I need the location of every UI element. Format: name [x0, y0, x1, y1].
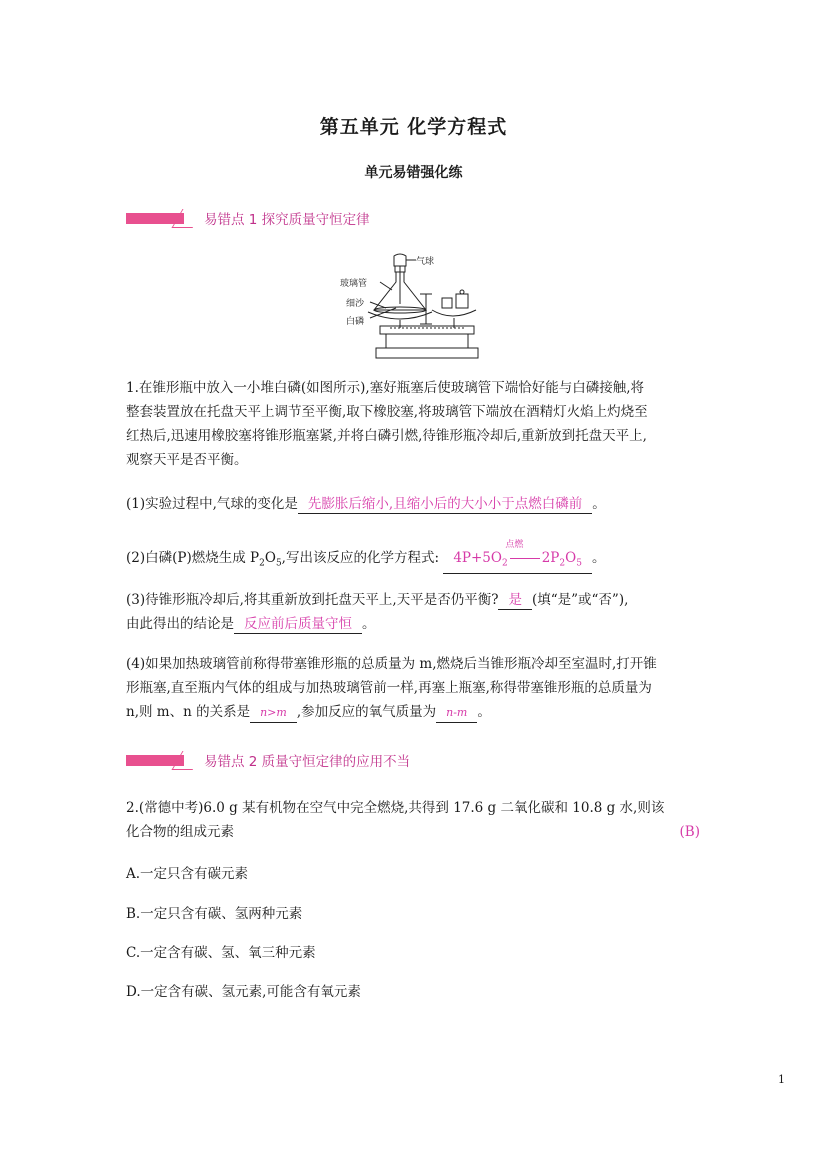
- equation-answer: [443, 540, 592, 574]
- prompt-text: ,参加反应的氧气质量为: [296, 704, 437, 720]
- stem-line: 1.在锥形瓶中放入一小堆白磷(如图所示),塞好瓶塞后使玻璃管下端恰好能与白磷接触,将: [126, 380, 644, 396]
- subscript: 5: [576, 558, 582, 569]
- subscript: 2: [501, 558, 508, 569]
- answer-blank: 是: [498, 591, 532, 610]
- stem-line: 观察天平是否平衡。: [126, 452, 248, 468]
- prompt-text: 。: [592, 496, 606, 512]
- page-title: 第五单元 化学方程式: [319, 116, 508, 138]
- question-1-part-2: [126, 540, 706, 576]
- prompt-text: (2)白磷(P)燃烧生成 P: [126, 550, 260, 566]
- section-header-2: [126, 750, 410, 770]
- stem-line: 2.(常德中考)6.0 g 某有机物在空气中完全燃烧,共得到 17.6 g 二氧化碳和 10.8 g 水,则该: [126, 800, 665, 816]
- answer-blank: n-m: [436, 704, 477, 723]
- prompt-text: 由此得出的结论是: [126, 616, 234, 632]
- question-1-part-3: [126, 588, 706, 636]
- subscript: 2: [259, 558, 265, 569]
- label-balloon: 气球: [416, 257, 435, 267]
- answer-blank: n>m: [250, 704, 297, 723]
- subscript: 2: [559, 558, 566, 569]
- prompt-text: ,写出该反应的化学方程式:: [281, 550, 440, 566]
- stem-line: 形瓶塞,直至瓶内气体的组成与加热玻璃管前一样,再塞上瓶塞,称得带塞锥形瓶的总质量为: [126, 680, 652, 696]
- label-sand: 细沙: [346, 299, 365, 309]
- stem-line: 化合物的组成元素: [126, 824, 234, 840]
- prompt-text: 。: [591, 550, 606, 566]
- choice-c: C.一定含有碳、氢、氧三种元素: [126, 945, 316, 961]
- answer-blank: 先膨胀后缩小,且缩小后的大小小于点燃白磷前: [298, 495, 592, 514]
- answer-choice: (B): [679, 824, 700, 840]
- prompt-text: O: [264, 550, 276, 566]
- prompt-text: (1)实验过程中,气球的变化是: [126, 496, 298, 512]
- prompt-text: 。: [362, 616, 376, 632]
- page-number: 1: [778, 1073, 785, 1086]
- prompt-text: (填“是”或“否”),: [531, 592, 629, 608]
- prompt-text: n,则 m、n 的关系是: [126, 704, 251, 720]
- question-1-part-4: [126, 652, 706, 724]
- prompt-text: (3)待锥形瓶冷却后,将其重新放到托盘天平上,天平是否仍平衡?: [126, 592, 499, 608]
- section-header-1: [126, 208, 370, 228]
- question-1-stem: [126, 376, 706, 472]
- subscript: 5: [275, 558, 282, 569]
- question-2-stem: [126, 796, 706, 844]
- stem-line: (4)如果加热玻璃管前称得带塞锥形瓶的总质量为 m,燃烧后当锥形瓶冷却至室温时,打开锥: [126, 656, 657, 672]
- label-tube: 玻璃管: [340, 279, 368, 289]
- balloon-icon: [394, 254, 406, 266]
- reaction-condition: 点燃: [505, 540, 524, 550]
- equation-right: 2P: [541, 550, 560, 566]
- stem-line: 整套装置放在托盘天平上调节至平衡,取下橡胶塞,将玻璃管下端放在酒精灯火焰上灼烧至: [126, 404, 648, 420]
- equals-line: [510, 558, 540, 559]
- stem-line: 红热后,迅速用橡胶塞将锥形瓶塞紧,并将白磷引燃,待锥形瓶冷却后,重新放到托盘天平上,: [126, 428, 647, 444]
- choice-b: B.一定只含有碳、氢两种元素: [126, 906, 303, 922]
- apparatus-figure: [340, 252, 490, 364]
- page-subtitle: 单元易错强化练: [364, 165, 463, 181]
- section-label: 易错点 1 探究质量守恒定律: [204, 212, 370, 228]
- prompt-text: 。: [477, 704, 491, 720]
- choice-a: A.一定只含有碳元素: [126, 866, 249, 882]
- section-label: 易错点 2 质量守恒定律的应用不当: [204, 754, 411, 770]
- equation-right: O: [565, 550, 577, 566]
- label-phosphorus: 白磷: [346, 317, 365, 327]
- question-1-part-1: [126, 492, 706, 516]
- section-tag-icon: [126, 213, 184, 224]
- choice-d: D.一定含有碳、氢元素,可能含有氧元素: [126, 984, 361, 1000]
- section-tag-icon: [126, 755, 184, 766]
- answer-blank: 反应前后质量守恒: [234, 615, 362, 634]
- equation-left: 4P+5O: [453, 550, 502, 566]
